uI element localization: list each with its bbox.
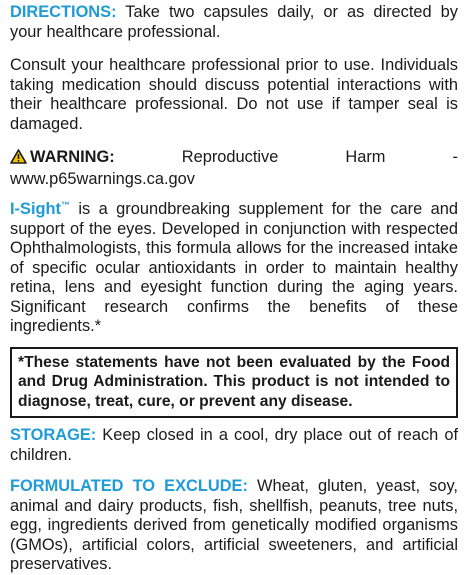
warning-triangle-icon: [10, 149, 27, 170]
isight-description: [10, 200, 458, 337]
directions-label: DIRECTIONS:: [10, 3, 117, 21]
storage-label: STORAGE:: [10, 426, 97, 444]
warning-label: WARNING:: [30, 148, 115, 166]
warning-section: [10, 148, 458, 189]
exclude-text: Wheat, gluten, yeast, soy, animal and dairy products, fish, shellfish, peanuts, tree nuts, egg, ingredients derived from genetically modified organisms (GMOs), artificial colors, artificial sweeteners, and artificial preservatives.: [10, 477, 458, 573]
directions-section: [10, 3, 458, 42]
consult-section: Consult your healthcare professional prior to use. Individuals taking medication should discuss potential interactions with their healthcare professional. Do not use if tamper seal is damaged.: [10, 56, 458, 133]
fda-disclaimer-text: *These statements have not been evaluated by the Food and Drug Administration. This product is not intended to diagnose, treat, cure, or prevent any disease.: [18, 353, 450, 410]
warning-text: Reproductive Harm - www.p65warnings.ca.gov: [10, 148, 458, 188]
exclude-section: [10, 477, 458, 575]
storage-section: [10, 426, 458, 465]
fda-disclaimer-box: [10, 347, 458, 419]
storage-text: Keep closed in a cool, dry place out of reach of children.: [10, 426, 458, 464]
brand-name: I-Sight: [10, 200, 61, 218]
exclude-label: FORMULATED TO EXCLUDE:: [10, 477, 248, 495]
isight-text: is a groundbreaking supplement for the care and support of the eyes. Developed in conjunction with respected Ophthalmologists, this formula allows for the increased intake of specific ocular antioxidants in order to maintain healthy retina, lens and eyesight function during the aging years. Significant research confirms the benefits of these ingredients.*: [10, 200, 458, 335]
trademark-symbol: ™: [60, 200, 70, 210]
directions-text: Take two capsules daily, or as directed by your healthcare professional.: [10, 3, 458, 41]
